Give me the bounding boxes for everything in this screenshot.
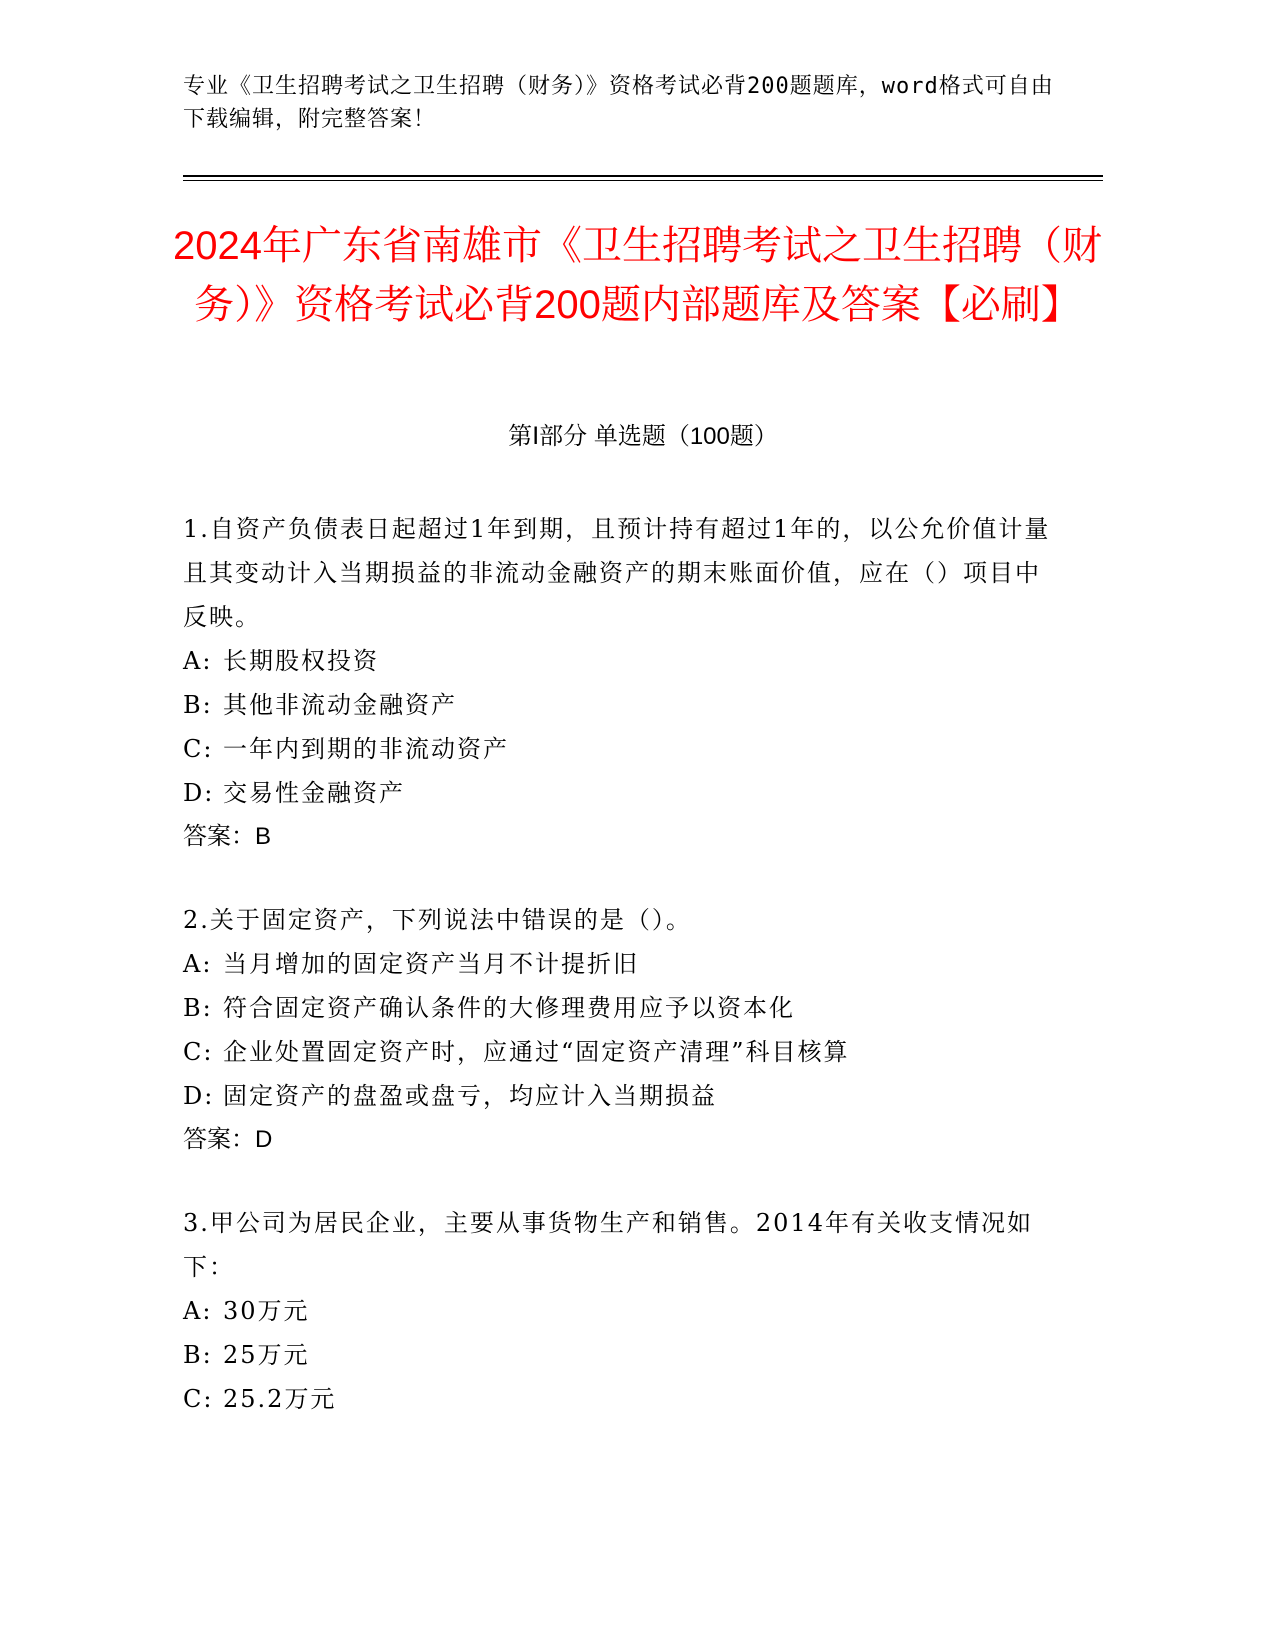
question-stem: 3.甲公司为居民企业，主要从事货物生产和销售。2014年有关收支情况如下： [183, 1209, 1033, 1281]
option-b [183, 683, 1063, 727]
option-text: 30万元 [223, 1297, 310, 1325]
question-1 [183, 507, 1063, 859]
option-d [183, 771, 1063, 815]
answer-line: 答案：D [183, 1126, 273, 1153]
option-b [183, 1333, 1063, 1377]
option-text: 交易性金融资产 [223, 779, 405, 807]
option-text: 长期股权投资 [223, 647, 379, 675]
option-text: 其他非流动金融资产 [223, 691, 457, 719]
option-letter: D: [183, 779, 215, 807]
option-c [183, 1377, 1063, 1421]
option-c [183, 1030, 1063, 1074]
question-stem: 1.自资产负债表日起超过1年到期，且预计持有超过1年的，以公允价值计量且其变动计入当期损益的非流动金融资产的期末账面价值，应在（）项目中反映。 [183, 515, 1051, 631]
option-text: 一年内到期的非流动资产 [223, 735, 509, 763]
option-text: 当月增加的固定资产当月不计提折旧 [223, 950, 639, 978]
option-letter: C: [183, 735, 214, 763]
option-letter: B: [183, 1341, 213, 1369]
header-note: 专业《卫生招聘考试之卫生招聘（财务）》资格考试必背200题题库，word格式可自由下载编辑，附完整答案！ [183, 74, 1054, 132]
option-a [183, 639, 1063, 683]
document-title: 2024年广东省南雄市《卫生招聘考试之卫生招聘（财务）》资格考试必背200题内部题库及答案【必刷】 [173, 224, 1102, 327]
option-text: 25.2万元 [223, 1385, 337, 1413]
question-3 [183, 1201, 1063, 1421]
option-b [183, 986, 1063, 1030]
header-rule-thin [183, 180, 1103, 181]
option-letter: A: [183, 647, 213, 675]
option-text: 企业处置固定资产时，应通过“固定资产清理”科目核算 [223, 1038, 850, 1066]
option-text: 固定资产的盘盈或盘亏，均应计入当期损益 [223, 1082, 717, 1110]
question-2 [183, 898, 1063, 1162]
option-letter: A: [183, 1297, 213, 1325]
option-c [183, 727, 1063, 771]
question-stem: 2.关于固定资产，下列说法中错误的是（）。 [183, 906, 692, 934]
answer-line: 答案：B [183, 823, 272, 850]
option-letter: B: [183, 691, 213, 719]
option-letter: A: [183, 950, 213, 978]
option-letter: C: [183, 1038, 214, 1066]
option-letter: C: [183, 1385, 214, 1413]
option-text: 25万元 [223, 1341, 310, 1369]
question-list [183, 507, 1063, 1460]
option-d [183, 1074, 1063, 1118]
section-title: 第Ⅰ部分 单选题（100题） [508, 423, 778, 450]
header-rule-thick [183, 175, 1103, 177]
option-letter: D: [183, 1082, 215, 1110]
option-a [183, 942, 1063, 986]
option-text: 符合固定资产确认条件的大修理费用应予以资本化 [223, 994, 795, 1022]
option-a [183, 1289, 1063, 1333]
option-letter: B: [183, 994, 213, 1022]
